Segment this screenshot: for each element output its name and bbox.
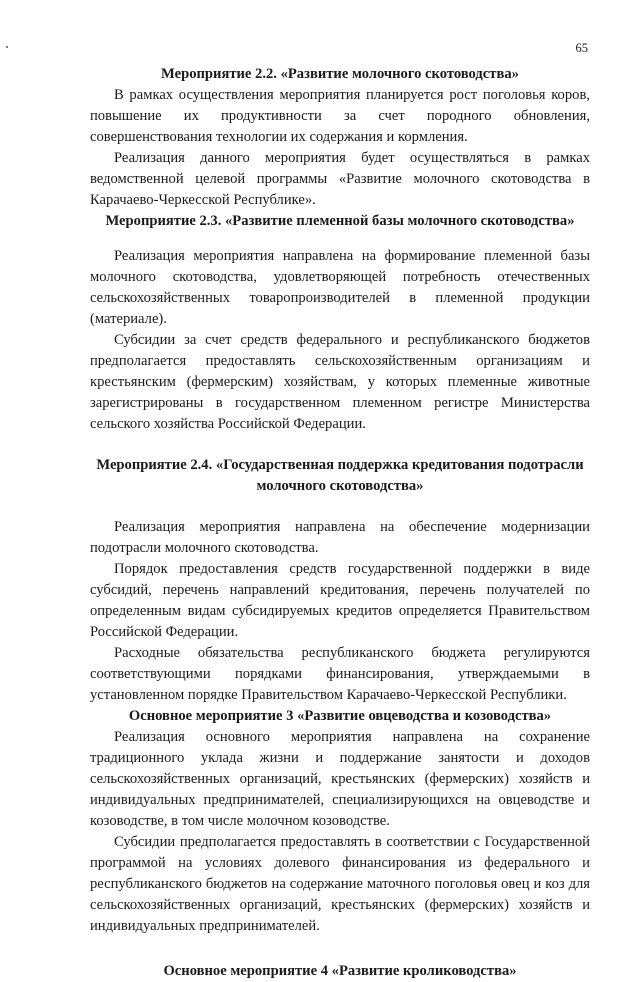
page-number: 65 xyxy=(575,41,588,55)
spacer xyxy=(90,497,590,517)
spacer xyxy=(90,937,590,961)
paragraph: Субсидии предполагается предоставлять в соответствии с Государственной программой на условиях долевого финансирования из федерального и республиканского бюджетов на содержание маточного поголовья овец и коз для сельскохозяйственных организаций, крестьянских (фермерских) хозяйств и индивидуальных предпринимателей. xyxy=(90,834,590,934)
paragraph: Порядок предоставления средств государственной поддержки в виде субсидий, перечень направлений кредитования, перечень получателей по определенным видам субсидируемых кредитов определяется Правительством Российской Федерации. xyxy=(90,561,590,640)
spacer xyxy=(90,435,590,455)
paragraph: Реализация данного мероприятия будет осуществляться в рамках ведомственной целевой программы «Развитие молочного скотоводства в Карачаево-Черкесской Республике». xyxy=(90,150,590,208)
section-heading: Основное мероприятие 4 «Развитие кролиководства» xyxy=(163,963,517,979)
paragraph: Реализация основного мероприятия направлена на сохранение традиционного уклада жизни и поддержание занятости и доходов сельскохозяйственных организаций, крестьянских (фермерских) хозяйств и индивидуальных предпринимателей, специализирующихся на овцеводстве и козоводстве, в том числе молочном козоводстве. xyxy=(90,729,590,829)
paragraph: Реализация мероприятия направлена на формирование племенной базы молочного скотоводства, удовлетворяющей потребность отечественных сельскохозяйственных товаропроизводителей в племенной продукции (материале). xyxy=(90,248,590,327)
page-content xyxy=(90,64,590,982)
section-heading: Мероприятие 2.4. «Государственная поддержка кредитования подотрасли молочного скотоводства» xyxy=(96,457,584,494)
section-heading: Мероприятие 2.3. «Развитие племенной базы молочного скотоводства» xyxy=(105,213,575,229)
scan-speck xyxy=(6,46,8,48)
paragraph: Реализация мероприятия направлена на обеспечение модернизации подотрасли молочного скотоводства. xyxy=(90,519,590,556)
paragraph: Субсидии за счет средств федерального и республиканского бюджетов предполагается предоставлять сельскохозяйственным организациям и крестьянским (фермерским) хозяйствам, у которых племенные животные зарегистрированы в государственном племенном регистре Министерства сельского хозяйства Российской Федерации. xyxy=(90,332,590,432)
section-heading: Мероприятие 2.2. «Развитие молочного скотоводства» xyxy=(161,66,519,82)
section-heading: Основное мероприятие 3 «Развитие овцеводства и козоводства» xyxy=(128,708,552,724)
spacer xyxy=(90,232,590,246)
paragraph: В рамках осуществления мероприятия планируется рост поголовья коров, повышение их продуктивности за счет породного обновления, совершенствования технологии их содержания и кормления. xyxy=(90,87,590,145)
paragraph: Расходные обязательства республиканского бюджета регулируются соответствующими порядками финансирования, утверждаемыми в установленном порядке Правительством Карачаево-Черкесской Республики. xyxy=(90,645,590,703)
